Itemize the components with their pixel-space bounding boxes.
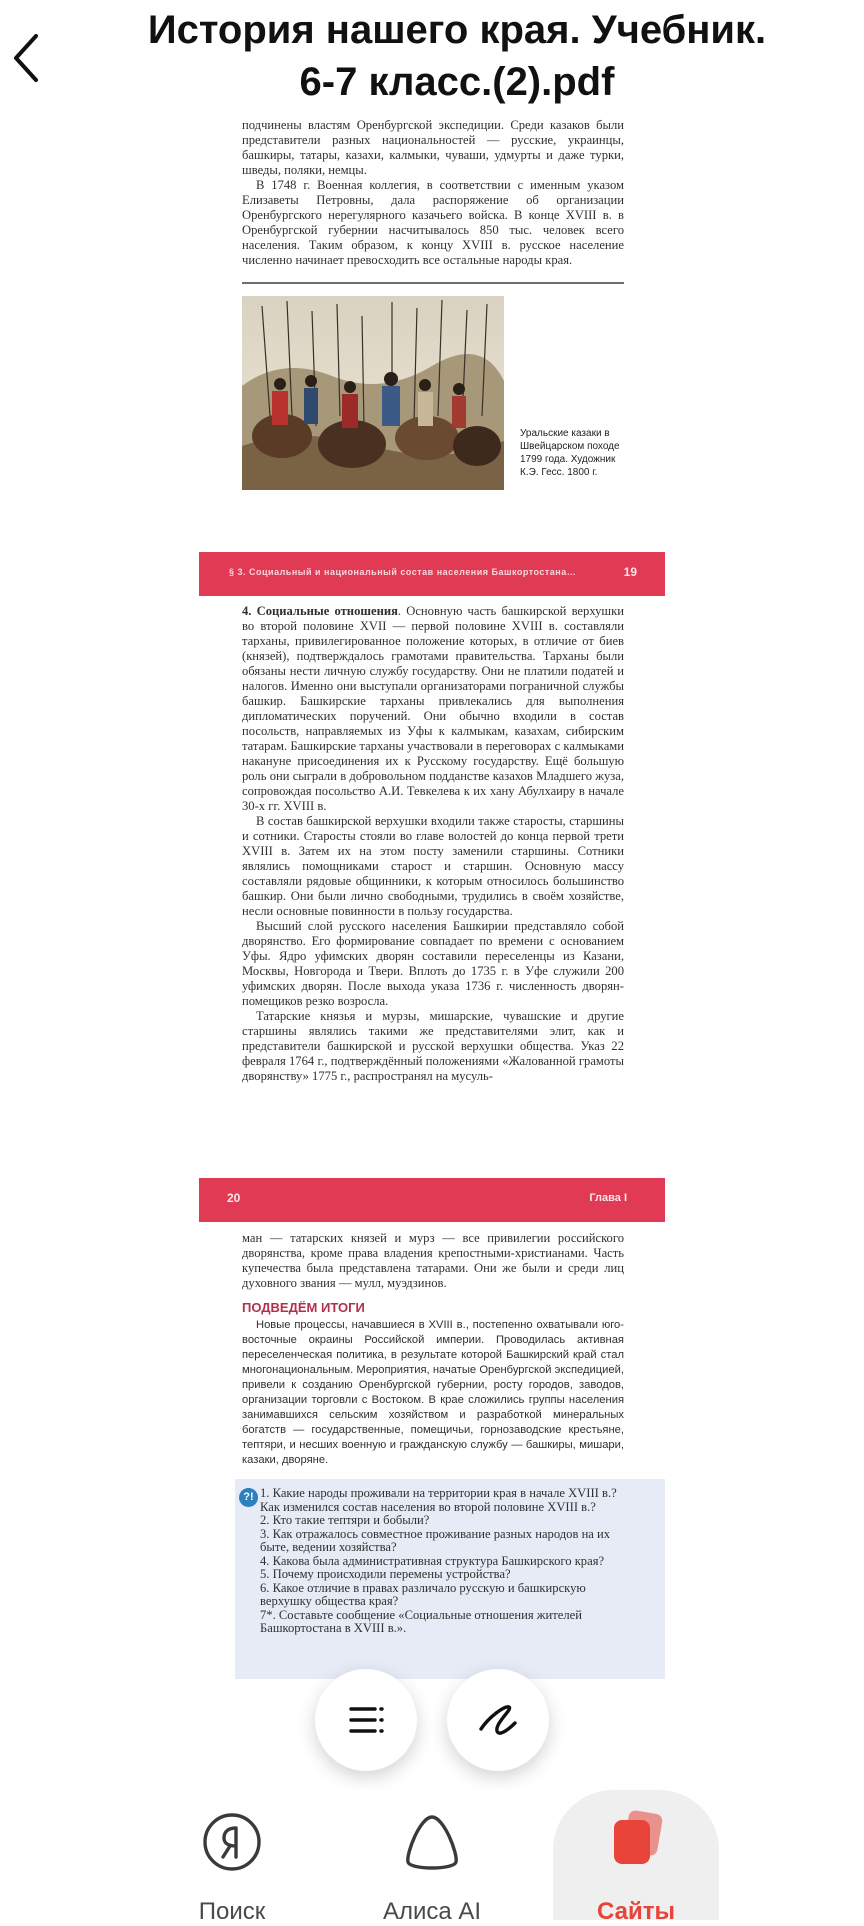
page-divider <box>242 282 624 284</box>
question-icon: ?! <box>239 1488 258 1507</box>
nav-label-sites: Сайты <box>597 1898 675 1925</box>
alice-icon <box>400 1810 464 1874</box>
summary-text: Новые процессы, начавшиеся в XVIII в., постепенно охватывали юго-восточные окраины Российской империи. Проводилась активная переселенческая политика, в результате которой Башкирский край стал многонациональным. Мероприятия, начатые Оренбургской экспедицией, привели к созданию Оренбургской губернии, росту городов, заводов, организации торговли с Востоком. В крае сложились группы населения занимавшихся сельским хозяйством и разработкой минеральных богатств — государственные, помещичьи, горнозаводские крестьяне, тептяри, и несших военную и гражданскую службу — башкиры, мишари, казаки, дворяне. <box>242 1319 624 1466</box>
nav-item-search[interactable] <box>172 1790 292 1925</box>
section-heading: 4. Социальные отношения <box>242 604 398 618</box>
list-item: 4. Какова была административная структура Башкирского края? <box>260 1553 605 1568</box>
bottom-navigation <box>0 1790 864 1925</box>
cossacks-painting <box>242 296 504 490</box>
section-running-title: § 3. Социальный и национальный состав населения Башкортостана… <box>229 567 577 577</box>
yandex-icon <box>200 1810 264 1874</box>
page-header-band-19 <box>199 552 665 596</box>
nav-label-search: Поиск <box>198 1898 266 1925</box>
list-item: 1. Какие народы проживали на территории края в начале XVIII в.? Как изменился состав населения во второй половине XVIII в.? <box>260 1486 617 1514</box>
list-item: 5. Почему происходили перемены устройства? <box>260 1567 511 1581</box>
list-item: 2. Кто такие тептяри и бобыли? <box>260 1513 430 1527</box>
pen-icon <box>447 1669 549 1771</box>
page-text-20: ман — татарских князей и мурз — все привилегии российского дворянства, кроме права владения крепостными-христианами. Часть купечества была представлена татарами. Они же были и среди лиц духовного звания — мулл, муэдзинов. <box>242 1231 624 1290</box>
questions-list <box>260 1487 620 1636</box>
list-item: 6. Какое отличие в правах различало русскую и башкирскую верхушку общества края? <box>260 1580 586 1608</box>
chapter-title: Глава I <box>589 1192 627 1204</box>
document-title: История нашего края. Учебник. 6-7 класс.(2).pdf <box>147 8 767 104</box>
page-number: 20 <box>227 1191 241 1205</box>
contents-button[interactable] <box>315 1669 417 1771</box>
page-text-top: подчинены властям Оренбургской экспедиции. Среди казаков были представители разных национальностей — русские, украинцы, башкиры, татары, казахи, калмыки, чуваши, удмурты и даже турки, шведы, поляки, немцы. В 1748 г. Военная коллегия, в соответствии с именным указом Елизаветы Петровны, дала распоряжение об организации Оренбургского нерегулярного казачьего войска. В конце XVIII в. в Оренбургской губернии насчитывалось 850 тыс. человек всего населения. Таким образом, к концу XVIII в. русское население численно начинает превосходить все остальные народы края. <box>242 118 624 267</box>
list-item: 3. Как отражалось совместное проживание разных народов на их быте, ведении хозяйства? <box>260 1526 611 1554</box>
list-item: 7*. Составьте сообщение «Социальные отношения жителей Башкортостана в XVIII в.». <box>260 1607 582 1635</box>
sites-icon <box>604 1806 668 1870</box>
page-number: 19 <box>623 565 637 579</box>
list-icon <box>315 1669 417 1771</box>
nav-label-alice: Алиса AI <box>382 1898 482 1925</box>
summary-heading: ПОДВЕДЁМ ИТОГИ <box>242 1300 365 1315</box>
page-header-band-20 <box>199 1178 665 1222</box>
header <box>0 0 864 110</box>
nav-item-alice[interactable] <box>362 1790 502 1925</box>
page-text-19: 4. Социальные отношения. Основную часть башкирской верхушки во второй половине XVII — первой половине XVIII в. составляли тарханы, привилегированное положение которых, в отличие от биев (князей), подтверждалось грамотами правительства. Тарханы были обязаны нести личную службу государству. Они не платили податей и налогов. Именно они выступали организаторами пограничной службы башкир. Башкирские тарханы привлекались для выполнения дипломатических поручений. Они обычно входили в состав посольств, направляемых из Уфы к калмыкам, казахам, сибирским татарам. Башкирские тарханы участвовали в переговорах с калмыками накануне присоединения их к Русскому государству. Ещё большую роль они сыграли в добровольном подданстве казахов Младшего жуза, сопровождая посольство А.И. Тевкелева к их хану Абулхаиру в начале 30-х гг. XVIII в. В состав башкирской верхушки входили также старосты, старшины и сотники. Старосты стояли во главе волостей до конца первой трети XVIII в. Затем их на этом посту заменили старшины. Сотники являлись помощниками старост и старшин. Основную массу составляли рядовые общинники, к которым относилось большинство башкир. Они были лично свободными, трудились в своём хозяйстве, несли основные повинности в пользу государства. Высший слой русского населения Башкирии представляло собой дворянство. Его формирование совпадает по времени с основанием Уфы. Ядро уфимских дворян составили переселенцы из Казани, Москвы, Новгорода и Твери. Вплоть до 1735 г. в Уфе служили 200 уфимских дворян. После выхода указа 1736 г. численность дворян-помещиков резко возросла. Татарские князья и мурзы, мишарские, чувашские и другие старшины являлись такими же представителями элит, как и представители башкирской и русской верхушки общества. Указ 22 февраля 1764 г., подтверждённый положениями «Жалованной грамоты дворянству» 1775 г., распространял на мусуль- <box>242 604 624 1083</box>
back-arrow-icon[interactable] <box>6 28 50 88</box>
painting-caption: Уральские казаки в Швейцарском походе 1799 года. Художник К.Э. Гесс. 1800 г. <box>520 428 620 478</box>
pdf-viewer[interactable] <box>0 110 864 1810</box>
annotate-button[interactable] <box>447 1669 549 1771</box>
nav-item-sites[interactable] <box>576 1790 696 1925</box>
